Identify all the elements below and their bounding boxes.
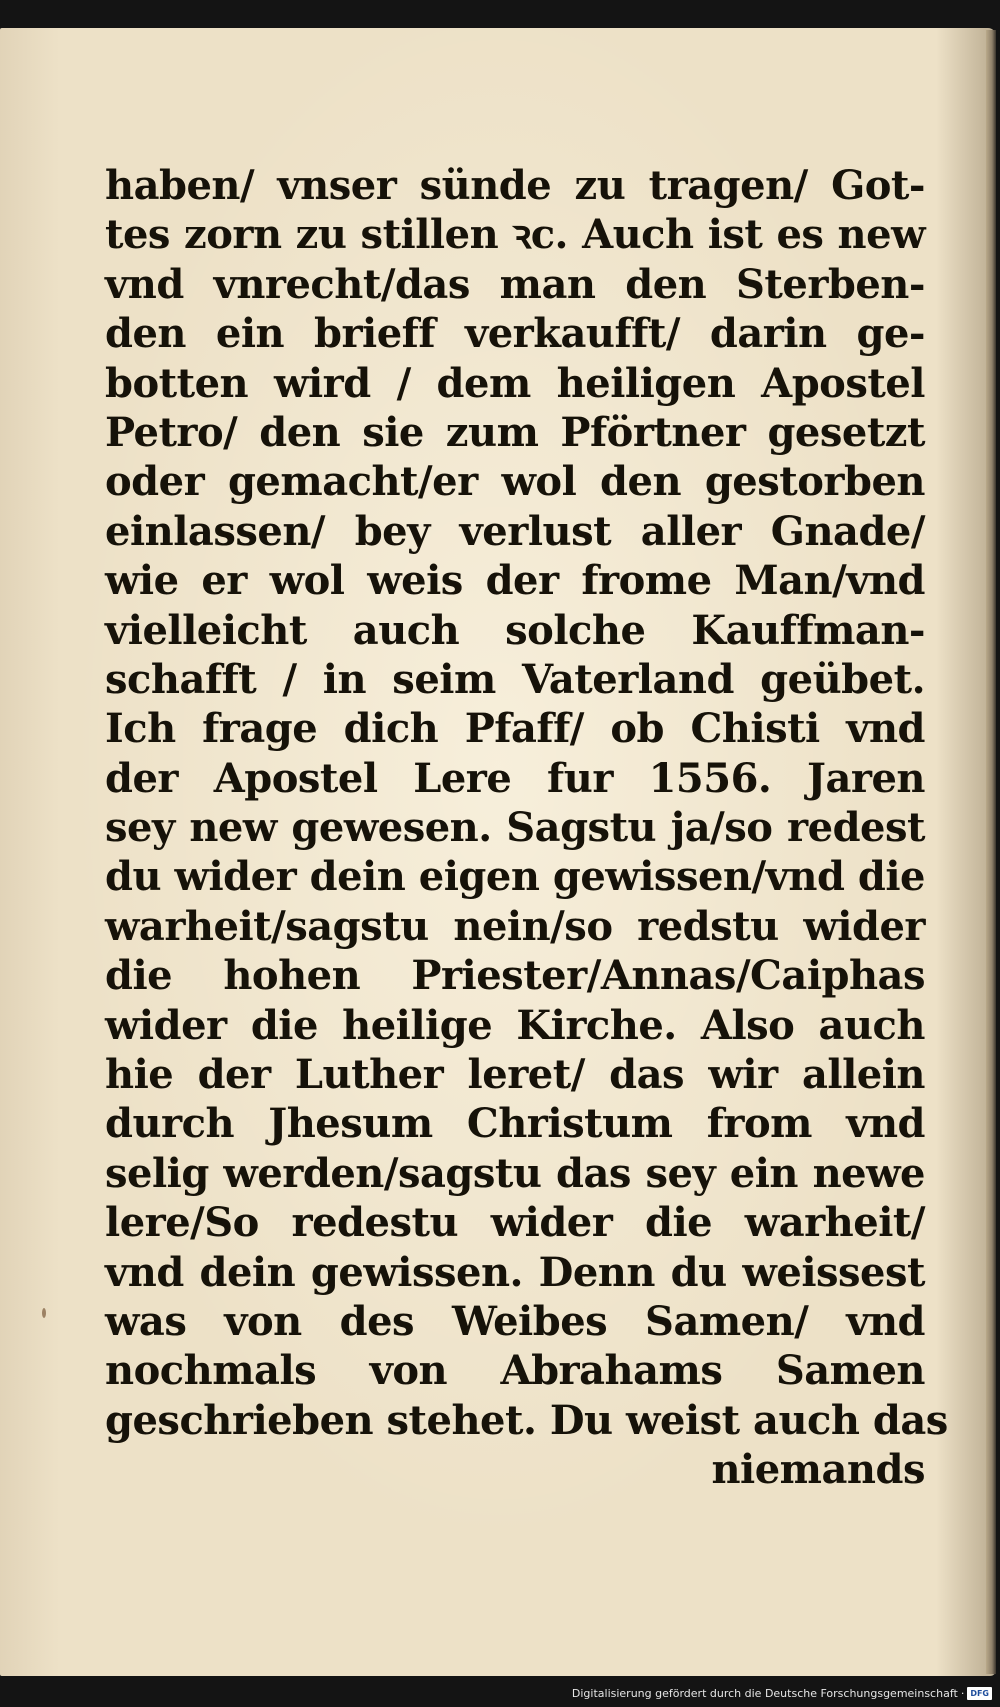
text-line: lere/So redestu wider die warheit/: [105, 1199, 925, 1247]
text-line: hie der Luther leret/ das wir allein: [105, 1051, 925, 1099]
text-line: Ich frage dich Pfaff/ ob Chisti vnd: [105, 705, 925, 753]
text-line: sey new gewesen. Sagstu ja/so redest: [105, 804, 925, 852]
text-line: du wider dein eigen gewissen/vnd die: [105, 853, 925, 901]
text-line: durch Jhesum Christum from vnd: [105, 1100, 925, 1148]
credit-separator: ·: [960, 1686, 965, 1700]
text-line: haben/ vnser sünde zu tragen/ Got-: [105, 162, 925, 209]
text-line: warheit/sagstu nein/so redstu wider: [105, 902, 925, 950]
text-line: geschrieben stehet. Du weist auch das: [105, 1396, 948, 1444]
text-line: was von des Weibes Samen/ vnd: [105, 1297, 925, 1345]
text-line: tes zorn zu stillen ꝛc. Auch ist es new: [105, 211, 925, 259]
catchword: niemands: [711, 1446, 925, 1494]
text-line: den ein brieff verkaufft/ darin ge-: [105, 310, 925, 358]
credit-text: Digitalisierung gefördert durch die Deutsche Forschungsgemeinschaft: [571, 1686, 958, 1700]
text-line: oder gemacht/er wol den gestorben: [105, 458, 925, 506]
text-line: der Apostel Lere fur 1556. Jaren: [105, 754, 925, 802]
text-line: vnd dein gewissen. Denn du weissest: [105, 1248, 925, 1296]
text-line: Petro/ den sie zum Pförtner gesetzt: [105, 408, 925, 456]
text-line: botten wird / dem heiligen Apostel: [105, 359, 925, 407]
book-page: [0, 28, 996, 1676]
text-line: schafft / in seim Vaterland geübet.: [105, 655, 925, 703]
page-edge-shadow: [986, 30, 996, 1674]
page-text-block: [105, 161, 948, 1495]
text-line: die hohen Priester/Annas/Caiphas: [105, 952, 925, 1000]
text-line: nochmals von Abrahams Samen: [105, 1347, 925, 1395]
paper-speck: [42, 1308, 46, 1318]
text-line: wider die heilige Kirche. Also auch: [105, 1001, 925, 1049]
text-line: vnd vnrecht/das man den Sterben-: [105, 260, 925, 308]
text-line: selig werden/sagstu das sey ein newe: [105, 1149, 925, 1197]
text-line: vielleicht auch solche Kauffman-: [105, 606, 925, 654]
text-line: einlassen/ bey verlust aller Gnade/: [105, 507, 925, 555]
text-line: wie er wol weis der frome Man/vnd: [105, 557, 925, 605]
dfg-logo-icon: DFG: [967, 1687, 992, 1700]
digitization-credit: [572, 1685, 992, 1701]
